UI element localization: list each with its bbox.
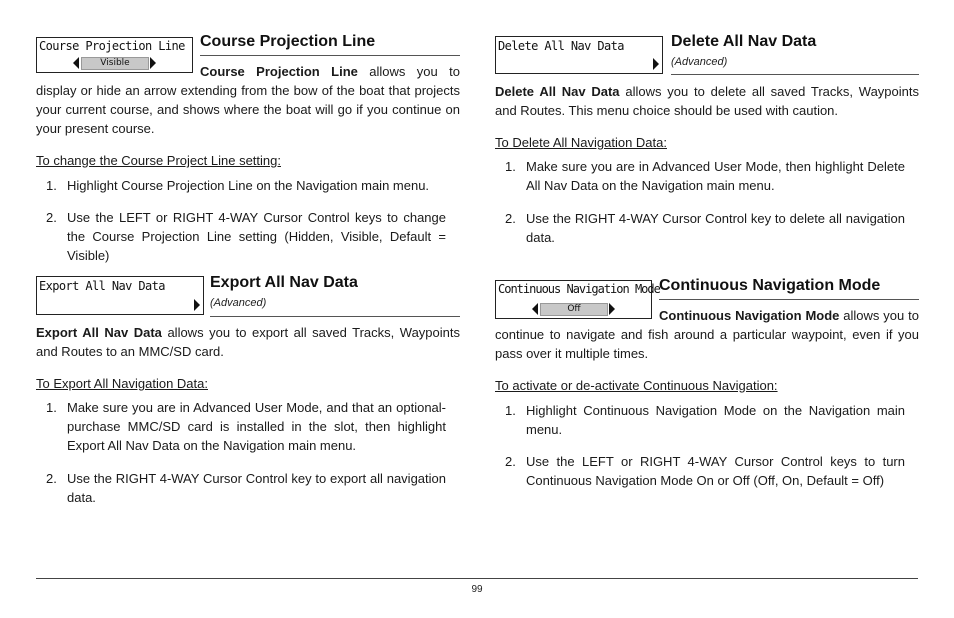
- step-number: 1.: [46, 178, 57, 193]
- intro-paragraph: [495, 82, 919, 120]
- export-menu-box: [36, 276, 204, 315]
- intro-paragraph: [36, 62, 460, 138]
- intro-term: Continuous Navigation Mode: [659, 308, 840, 323]
- intro-text: allows you to display or hide an arrow extending from the bow of the boat that projects your current course, and shows where the boat will go if you continue on your present course.: [36, 64, 460, 136]
- step-text: Use the LEFT or RIGHT 4-WAY Cursor Control keys to turn Continuous Navigation Mode On or Off (Off, On, Default = Off): [526, 454, 905, 488]
- page-number: 99: [471, 584, 483, 595]
- advanced-note: (Advanced): [210, 297, 267, 309]
- step-number: 1.: [46, 400, 57, 415]
- section-heading: Delete All Nav Data: [671, 33, 817, 50]
- step-text: Make sure you are in Advanced User Mode, then highlight Delete All Nav Data on the Navigation main menu.: [526, 159, 905, 193]
- heading-rule: [671, 74, 919, 75]
- menu-value-box: Visible: [81, 57, 149, 70]
- step-text: Use the RIGHT 4-WAY Cursor Control key to delete all navigation data.: [526, 211, 905, 245]
- menu-box-label: Continuous Navigation Mode: [498, 282, 660, 296]
- step-item: [495, 209, 905, 247]
- delete-menu-box: [495, 36, 663, 74]
- procedure-title: To activate or de-activate Continuous Navigation:: [495, 378, 778, 393]
- intro-text: allows you to continue to navigate and fish around a particular waypoint, even if you pass over it multiple times.: [495, 308, 919, 361]
- section-heading: Export All Nav Data: [210, 274, 358, 291]
- advanced-note: (Advanced): [671, 56, 728, 68]
- step-number: 2.: [46, 471, 57, 486]
- step-text: Highlight Course Projection Line on the Navigation main menu.: [67, 178, 430, 193]
- heading-rule: [659, 299, 919, 300]
- menu-box-label: Export All Nav Data: [39, 279, 165, 293]
- procedure-title: To Delete All Navigation Data:: [495, 135, 667, 150]
- heading-rule: [210, 316, 460, 317]
- procedure-title: To Export All Navigation Data:: [36, 376, 208, 391]
- heading-rule: [200, 55, 460, 56]
- menu-box-label: Course Projection Line: [39, 39, 185, 53]
- section-heading: Course Projection Line: [200, 33, 376, 50]
- menu-box-label: Delete All Nav Data: [498, 39, 624, 53]
- intro-term: Export All Nav Data: [36, 325, 162, 340]
- step-item: [36, 398, 446, 455]
- intro-term: Delete All Nav Data: [495, 84, 620, 99]
- step-item: [495, 452, 905, 490]
- step-number: 2.: [46, 210, 57, 225]
- step-number: 2.: [505, 454, 516, 469]
- step-number: 1.: [505, 159, 516, 174]
- step-item: [36, 208, 446, 265]
- intro-term: Course Projection Line: [200, 64, 358, 79]
- step-item: [495, 157, 905, 195]
- right-arrow-icon: [653, 58, 659, 70]
- step-text: Use the LEFT or RIGHT 4-WAY Cursor Control keys to change the Course Projection Line setting (Hidden, Visible, Default = Visible): [67, 210, 446, 263]
- right-arrow-icon: [194, 299, 200, 311]
- step-text: Use the RIGHT 4-WAY Cursor Control key to export all navigation data.: [67, 471, 446, 505]
- intro-text: allows you to export all saved Tracks, Waypoints and Routes to an MMC/SD card.: [36, 325, 461, 359]
- menu-value-box: Off: [540, 303, 608, 316]
- step-item: [495, 401, 905, 439]
- step-item: [36, 469, 446, 507]
- intro-paragraph: [495, 306, 919, 363]
- step-number: 2.: [505, 211, 516, 226]
- step-item: [36, 176, 446, 195]
- intro-text: allows you to delete all saved Tracks, Waypoints and Routes. This menu choice should be used with caution.: [495, 84, 919, 118]
- intro-paragraph: [36, 323, 460, 361]
- section-heading: Continuous Navigation Mode: [659, 277, 881, 294]
- footer-rule: [36, 578, 918, 579]
- step-text: Highlight Continuous Navigation Mode on the Navigation main menu.: [526, 403, 905, 437]
- step-number: 1.: [505, 403, 516, 418]
- procedure-title: To change the Course Project Line setting:: [36, 153, 281, 168]
- step-text: Make sure you are in Advanced User Mode, and that an optional-purchase MMC/SD card is installed in the slot, then highlight Export All Nav Data on the Navigation main menu.: [67, 400, 446, 453]
